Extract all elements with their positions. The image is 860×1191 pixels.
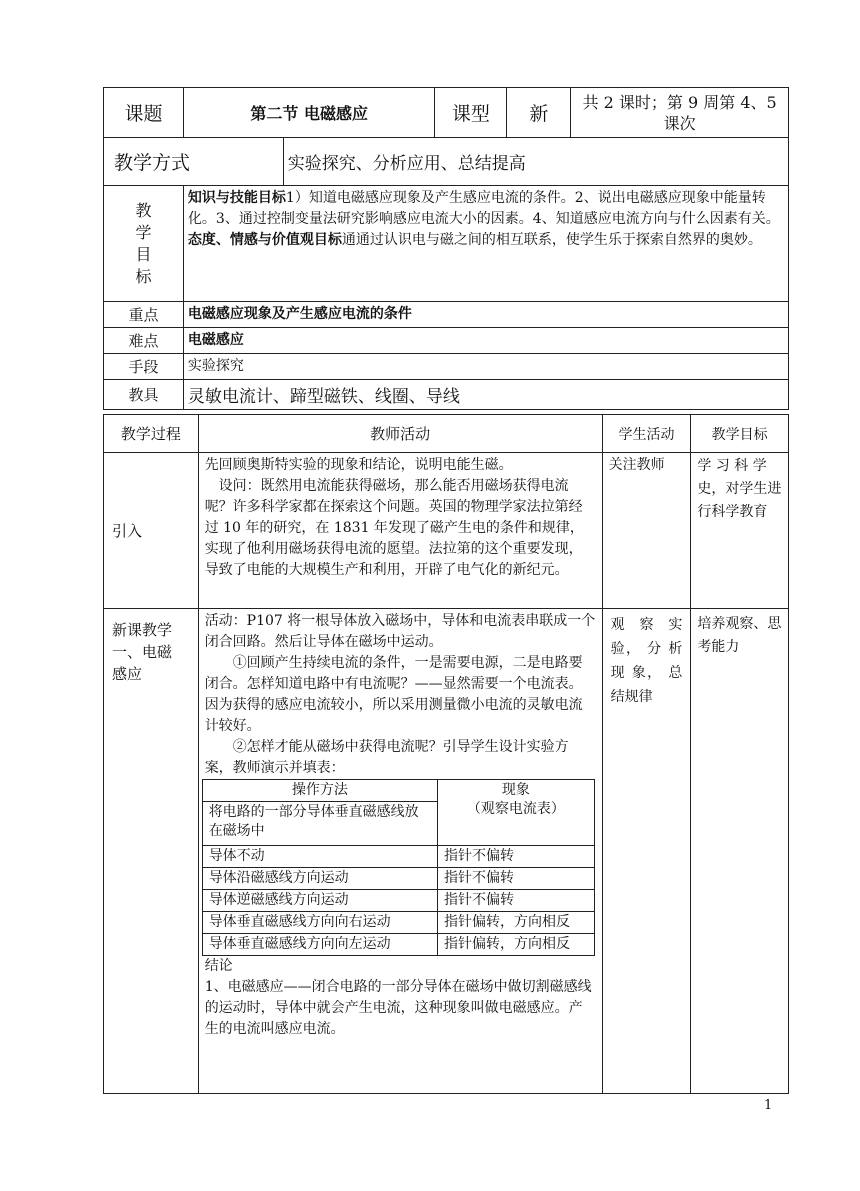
op-cell: 导体垂直磁感线方向向左运动 bbox=[202, 934, 437, 956]
method-value: 实验探究、分析应用、总结提高 bbox=[283, 138, 788, 186]
intro-student-activity: 关注教师 bbox=[602, 453, 691, 609]
result-cell: 指针偏转，方向相反 bbox=[438, 934, 595, 956]
focus-value: 电磁感应现象及产生感应电流的条件 bbox=[183, 302, 788, 328]
tools-label: 教具 bbox=[104, 380, 184, 410]
activity-text: 活动：P107 将一根导体放入磁场中，导体和电流表串联成一个闭合回路。然后让导体在磁场中运动。 bbox=[204, 613, 596, 650]
op-cell: 导体沿磁感线方向运动 bbox=[202, 868, 437, 890]
keti-label: 课题 bbox=[104, 88, 184, 138]
method-col-header: 操作方法 bbox=[202, 780, 437, 802]
experiment-table bbox=[202, 779, 595, 956]
result-cell: 指针不偏转 bbox=[438, 868, 595, 890]
teacher-activity-header: 教师活动 bbox=[198, 415, 602, 453]
phenomenon-header-line: 现象 bbox=[501, 782, 530, 798]
intro-teacher-activity bbox=[198, 453, 602, 609]
result-cell: 指针偏转，方向相反 bbox=[438, 912, 595, 934]
lesson-stage-line: 感应 bbox=[112, 665, 143, 683]
process-stage-header: 教学过程 bbox=[104, 415, 199, 453]
phenomenon-col-header bbox=[438, 780, 595, 846]
result-cell: 指针不偏转 bbox=[438, 890, 595, 912]
op-cell: 导体不动 bbox=[202, 846, 437, 868]
op-cell: 导体逆磁感线方向运动 bbox=[202, 890, 437, 912]
knowledge-goal-title: 知识与技能目标 bbox=[187, 190, 286, 206]
lesson-title: 第二节 电磁感应 bbox=[183, 88, 435, 138]
intro-paragraph: 先回顾奥斯特实验的现象和结论，说明电能生磁。 bbox=[204, 457, 513, 473]
result-cell: 指针不偏转 bbox=[438, 846, 595, 868]
question-two: ②怎样才能从磁场中获得电流呢？引导学生设计实验方案，教师演示并填表： bbox=[204, 739, 569, 776]
attitude-goal-title: 态度、情感与价值观目标 bbox=[187, 232, 342, 248]
intro-paragraph: 设问：既然用电流能获得磁场，那么能否用磁场获得电流呢？许多科学家都在探索这个问题。英国的物理学家法拉第经过 10 年的研究，在 1831 年发现了磁产生电的条件和规律，实现了他利用磁场获得电流的愿望。法拉第的这个重要发现，导致了电能的大规模生产和利用，开辟了电气化的新纪元。 bbox=[204, 478, 584, 578]
intro-teaching-goal: 学 习 科 学 史，对学生进行科学教育 bbox=[691, 453, 789, 609]
kexing-label: 课型 bbox=[435, 88, 507, 138]
lesson-stage-line: 新课教学 bbox=[112, 621, 173, 639]
lesson-header-table bbox=[103, 87, 789, 410]
intro-stage: 引入 bbox=[104, 453, 199, 609]
attitude-goal-text: 通通过认识电与磁之间的相互联系，使学生乐于探索自然界的奥妙。 bbox=[341, 232, 762, 248]
op-cell: 导体垂直磁感线方向向右运动 bbox=[202, 912, 437, 934]
question-one: ①回顾产生持续电流的条件，一是需要电源，二是电路要闭合。怎样知道电路中有电流呢？——显然需要一个电流表。因为获得的感应电流较小，所以采用测量微小电流的灵敏电流计较好。 bbox=[204, 655, 583, 734]
lesson-teacher-activity bbox=[198, 609, 602, 1094]
keshi-info: 共 2 课时；第 9 周第 4、5 课次 bbox=[571, 88, 789, 138]
page-number: 1 bbox=[764, 1098, 773, 1113]
process-table bbox=[103, 414, 789, 1094]
conclusion-text: 1、电磁感应——闭合电路的一部分导体在磁场中做切割磁感线的运动时，导体中就会产生电流，这种现象叫做电磁感应。产生的电流叫感应电流。 bbox=[204, 979, 592, 1037]
student-activity-header: 学生活动 bbox=[602, 415, 691, 453]
means-label: 手段 bbox=[104, 354, 184, 380]
goals-label-char: 学 bbox=[135, 222, 152, 242]
setup-cell: 将电路的一部分导体垂直磁感线放在磁场中 bbox=[202, 802, 437, 846]
phenomenon-header-line: （观察电流表） bbox=[466, 801, 565, 817]
difficulty-label: 难点 bbox=[104, 328, 184, 354]
goals-label bbox=[104, 186, 184, 302]
teaching-goal-header: 教学目标 bbox=[691, 415, 789, 453]
lesson-stage-line: 一、电磁 bbox=[112, 643, 173, 661]
method-label: 教学方式 bbox=[104, 138, 284, 186]
tools-value: 灵敏电流计、蹄型磁铁、线圈、导线 bbox=[183, 380, 788, 410]
goals-content bbox=[183, 186, 788, 302]
lesson-teaching-goal: 培养观察、思考能力 bbox=[691, 609, 789, 1094]
goals-label-char: 标 bbox=[135, 266, 152, 286]
lesson-stage bbox=[104, 609, 199, 1094]
goals-label-char: 教 bbox=[135, 200, 152, 220]
lesson-student-activity: 观 察 实 验， 分 析 现 象， 总 结规律 bbox=[602, 609, 691, 1094]
knowledge-goal-text: 1）知道电磁感应现象及产生感应电流的条件。2、说出电磁感应现象中能量转化。3、通过控制变量法研究影响感应电流大小的因素。4、知道感应电流方向与什么因素有关。 bbox=[187, 190, 780, 227]
focus-label: 重点 bbox=[104, 302, 184, 328]
kexing-value: 新 bbox=[507, 88, 571, 138]
conclusion-title: 结论 bbox=[204, 958, 233, 974]
means-value: 实验探究 bbox=[183, 354, 788, 380]
difficulty-value: 电磁感应 bbox=[183, 328, 788, 354]
goals-label-char: 目 bbox=[135, 244, 152, 264]
